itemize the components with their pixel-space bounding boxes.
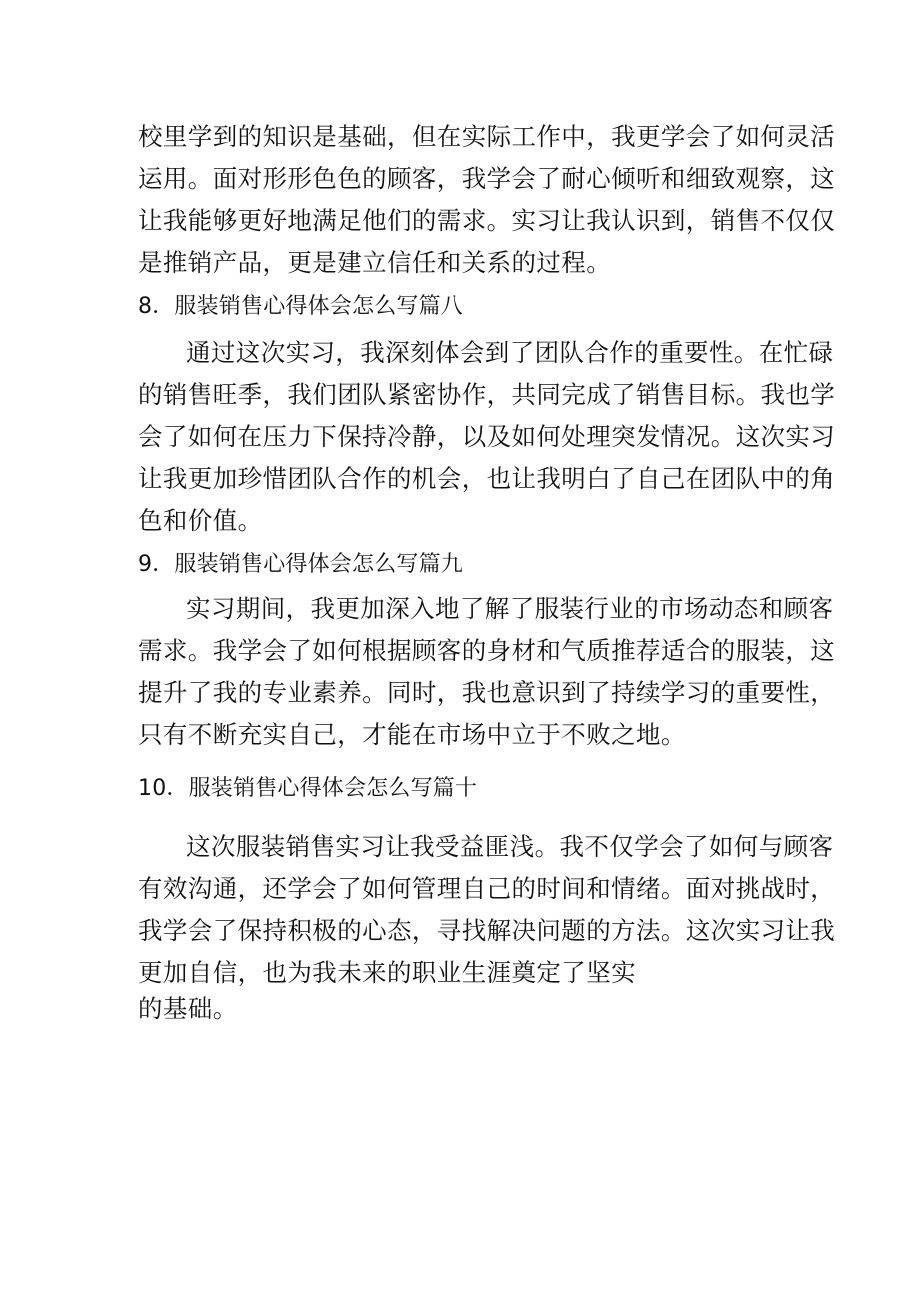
- paragraph-line: 会了如何在压力下保持冷静，以及如何处理突发情况。这次实习: [138, 422, 836, 451]
- section-heading: 9．服装销售心得体会怎么写篇九: [138, 552, 463, 577]
- paragraph-line: 让我能够更好地满足他们的需求。实习让我认识到，销售不仅仅: [138, 206, 836, 235]
- paragraph-line: 只有不断充实自己，才能在市场中立于不败之地。: [138, 720, 686, 749]
- paragraph-line: 色和价值。: [138, 506, 263, 535]
- paragraph-line: 是推销产品，更是建立信任和关系的过程。: [138, 248, 612, 277]
- paragraph-line: 让我更加珍惜团队合作的机会，也让我明白了自己在团队中的角: [138, 464, 836, 493]
- paragraph-line: 运用。面对形形色色的顾客，我学会了耐心倾听和细致观察，这: [138, 164, 836, 193]
- section-heading: 8．服装销售心得体会怎么写篇八: [138, 294, 463, 319]
- paragraph-line: 实习期间，我更加深入地了解了服装行业的市场动态和顾客: [186, 594, 834, 623]
- paragraph-line: 有效沟通，还学会了如何管理自己的时间和情绪。面对挑战时，: [138, 874, 836, 903]
- section-heading: 10．服装销售心得体会怎么写篇十: [138, 776, 478, 801]
- paragraph-line: 更加自信，也为我未来的职业生涯奠定了坚实: [138, 958, 636, 987]
- paragraph-line: 需求。我学会了如何根据顾客的身材和气质推荐适合的服装，这: [138, 636, 836, 665]
- paragraph-line: 提升了我的专业素养。同时，我也意识到了持续学习的重要性，: [138, 678, 836, 707]
- paragraph-line: 的基础。: [138, 994, 238, 1023]
- paragraph-line: 校里学到的知识是基础，但在实际工作中，我更学会了如何灵活: [138, 122, 836, 151]
- paragraph-line: 这次服装销售实习让我受益匪浅。我不仅学会了如何与顾客: [186, 832, 834, 861]
- paragraph-line: 的销售旺季，我们团队紧密协作，共同完成了销售目标。我也学: [138, 380, 836, 409]
- paragraph-line: 通过这次实习，我深刻体会到了团队合作的重要性。在忙碌: [186, 338, 834, 367]
- paragraph-line: 我学会了保持积极的心态，寻找解决问题的方法。这次实习让我: [138, 916, 836, 945]
